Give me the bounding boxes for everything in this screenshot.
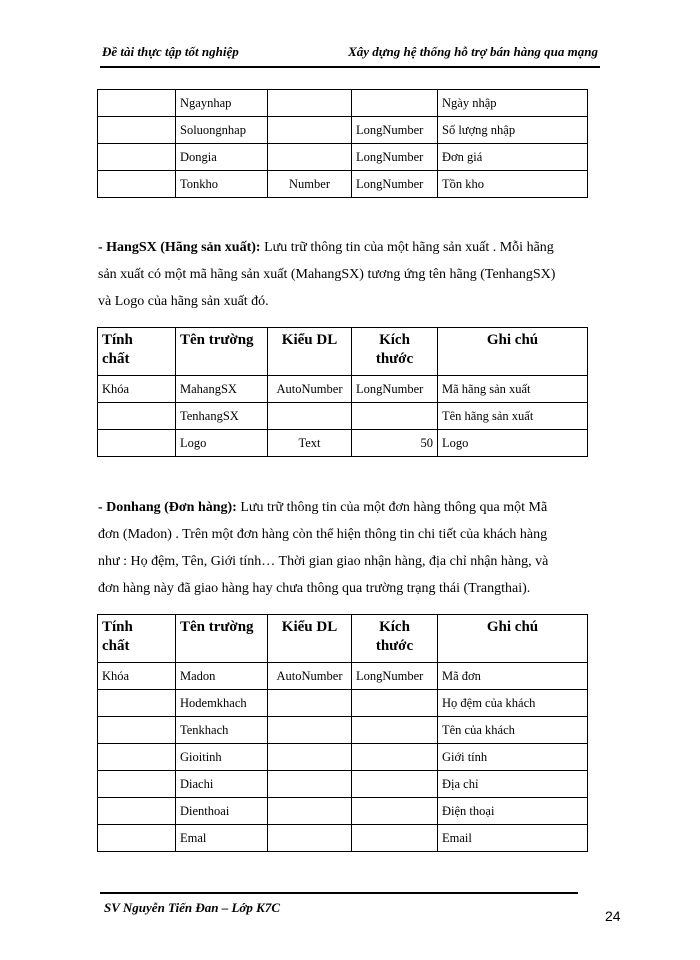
header-left: Đề tài thực tập tốt nghiệp [102,44,239,59]
col-tinh-chat: Tính chất [98,615,176,663]
col-kich-thuoc: Kích thước [352,328,438,376]
col-ghi-chu: Ghi chú [438,328,588,376]
col-kieu-dl: Kiểu DL [268,615,352,663]
table-row: TenhangSX Tên hãng sản xuất [98,403,588,430]
table-header-row [98,615,588,663]
table-fields-continued [97,89,588,198]
table-row: Soluongnhap LongNumber Số lượng nhập [98,117,588,144]
footer-author: SV Nguyễn Tiến Đan – Lớp K7C [104,900,281,915]
col-ten-truong: Tên trường [176,615,268,663]
table-row: Khóa Madon AutoNumber LongNumber Mã đơn [98,663,588,690]
table-row: Diachi Địa chỉ [98,771,588,798]
col-kich-thuoc: Kích thước [352,615,438,663]
table-row: Tonkho Number LongNumber Tồn kho [98,171,588,198]
col-kieu-dl: Kiểu DL [268,328,352,376]
hangsx-title: - HangSX (Hãng sản xuất): [98,240,261,255]
col-ten-truong: Tên trường [176,328,268,376]
page-header [100,40,600,68]
header-right: Xây dựng hệ thống hỗ trợ bán hàng qua mạng [348,44,598,59]
table-row: Hodemkhach Họ đệm của khách [98,690,588,717]
hangsx-description: - HangSX (Hãng sản xuất): Lưu trữ thông tin của một hãng sản xuất . Mỗi hãng sản xuất có một mã hãng sản xuất (MahangSX) tương ứng tên hãng (TenhangSX) và Logo của hãng sản xuất đó. [98,240,556,309]
donhang-title: - Donhang (Đơn hàng): [98,500,237,515]
table-row: Dienthoai Điện thoại [98,798,588,825]
col-ghi-chu: Ghi chú [438,615,588,663]
table-row: Ngaynhap Ngày nhập [98,90,588,117]
col-tinh-chat: Tính chất [98,328,176,376]
footer-divider [100,892,578,894]
donhang-description: - Donhang (Đơn hàng): Lưu trữ thông tin của một đơn hàng thông qua một Mã đơn (Madon) . Trên một đơn hàng còn thể hiện thông tin chi tiết của khách hàng như : Họ đệm, Tên, Giới tính… Thời gian giao nhận hàng, địa chỉ nhận hàng, và đơn hàng này đã giao hàng hay chưa thông qua trường trạng thái (Trangthai). [98,500,549,596]
page-number: 24 [605,908,621,924]
table-row: Emal Email [98,825,588,852]
table-row: Dongia LongNumber Đơn giá [98,144,588,171]
table-row: Gioitinh Giới tính [98,744,588,771]
table-hangsx [97,327,588,457]
table-row: Logo Text 50 Logo [98,430,588,457]
table-donhang [97,614,588,852]
table-row: Tenkhach Tên của khách [98,717,588,744]
table-header-row [98,328,588,376]
table-row: Khóa MahangSX AutoNumber LongNumber Mã hãng sản xuất [98,376,588,403]
